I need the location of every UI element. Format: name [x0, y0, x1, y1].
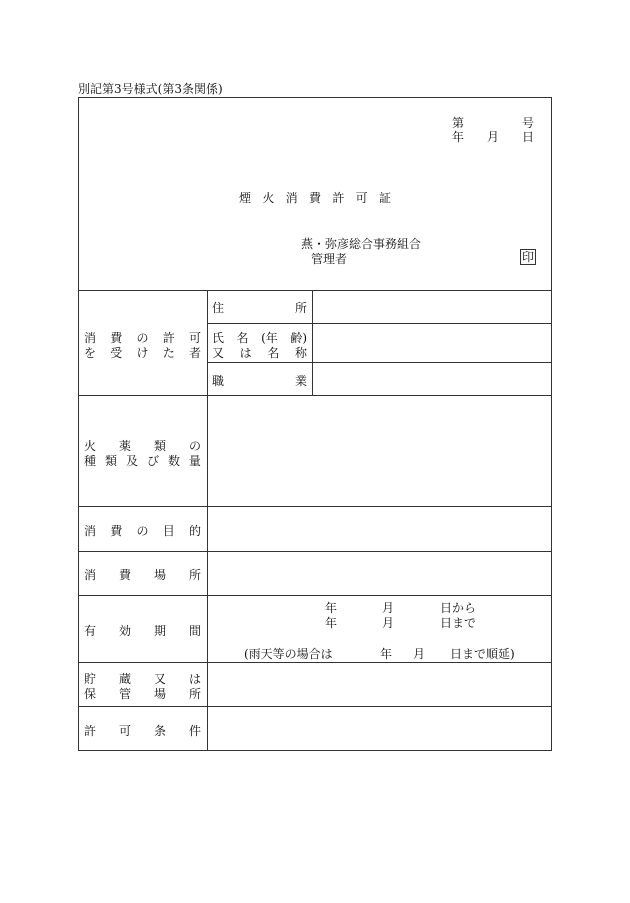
rain-postpone-month: 月 — [413, 647, 426, 661]
number-go: 号 — [521, 116, 534, 130]
date-nen: 年 — [452, 130, 465, 144]
seal-mark: 印 — [522, 250, 535, 264]
issuer-organization: 燕・弥彦総合事務組合 — [301, 237, 422, 251]
name-age-label: 氏 名 (年 齢) — [212, 331, 307, 345]
storage-label-line1: 貯 蔵 又 は — [84, 672, 201, 686]
period-from-month: 月 — [382, 601, 395, 615]
fireworks-label-line1: 火 薬 類 の — [84, 439, 201, 453]
rain-postpone-prefix: (雨天等の場合は — [244, 647, 333, 661]
purpose-label: 消 費 の 目 的 — [84, 524, 201, 538]
address-field[interactable] — [313, 291, 551, 323]
period-label: 有 効 期 間 — [84, 624, 201, 638]
issue-date — [452, 128, 534, 145]
form-caption: 別記第3号様式(第3条関係) — [78, 82, 223, 96]
fireworks-field[interactable] — [208, 396, 551, 506]
rule-place-bottom — [78, 595, 552, 596]
fireworks-label-line2: 種 類 及 び 数 量 — [84, 454, 201, 468]
name-field[interactable] — [313, 324, 551, 362]
rain-postpone-suffix: 日まで順延) — [450, 647, 515, 661]
storage-label-line2: 保 管 場 所 — [84, 687, 201, 701]
rain-postpone-year: 年 — [380, 647, 393, 661]
permittee-label-line1: 消 費 の 許 可 — [84, 331, 201, 345]
occupation-field[interactable] — [313, 363, 551, 395]
date-gatsu: 月 — [486, 130, 499, 144]
company-name-label: 又 は 名 称 — [212, 346, 307, 360]
period-to-month: 月 — [382, 616, 395, 630]
issuer-role: 管理者 — [311, 252, 348, 266]
permittee-label-line2: を 受 け た 者 — [84, 346, 201, 360]
period-to-day: 日まで — [440, 616, 477, 630]
address-label: 住 所 — [212, 301, 307, 315]
occupation-label: 職 業 — [212, 374, 307, 388]
period-to-year: 年 — [325, 616, 338, 630]
document-title: 煙 火 消 費 許 可 証 — [239, 191, 391, 205]
purpose-field[interactable] — [208, 507, 551, 551]
period-from-year: 年 — [325, 601, 338, 615]
date-nichi: 日 — [521, 130, 534, 144]
storage-field[interactable] — [208, 663, 551, 706]
period-from-day: 日から — [440, 601, 477, 615]
place-field[interactable] — [208, 552, 551, 595]
number-dai: 第 — [452, 116, 465, 130]
conditions-field[interactable] — [208, 707, 551, 750]
conditions-label: 許 可 条 件 — [84, 724, 201, 738]
place-label: 消 費 場 所 — [84, 568, 201, 582]
